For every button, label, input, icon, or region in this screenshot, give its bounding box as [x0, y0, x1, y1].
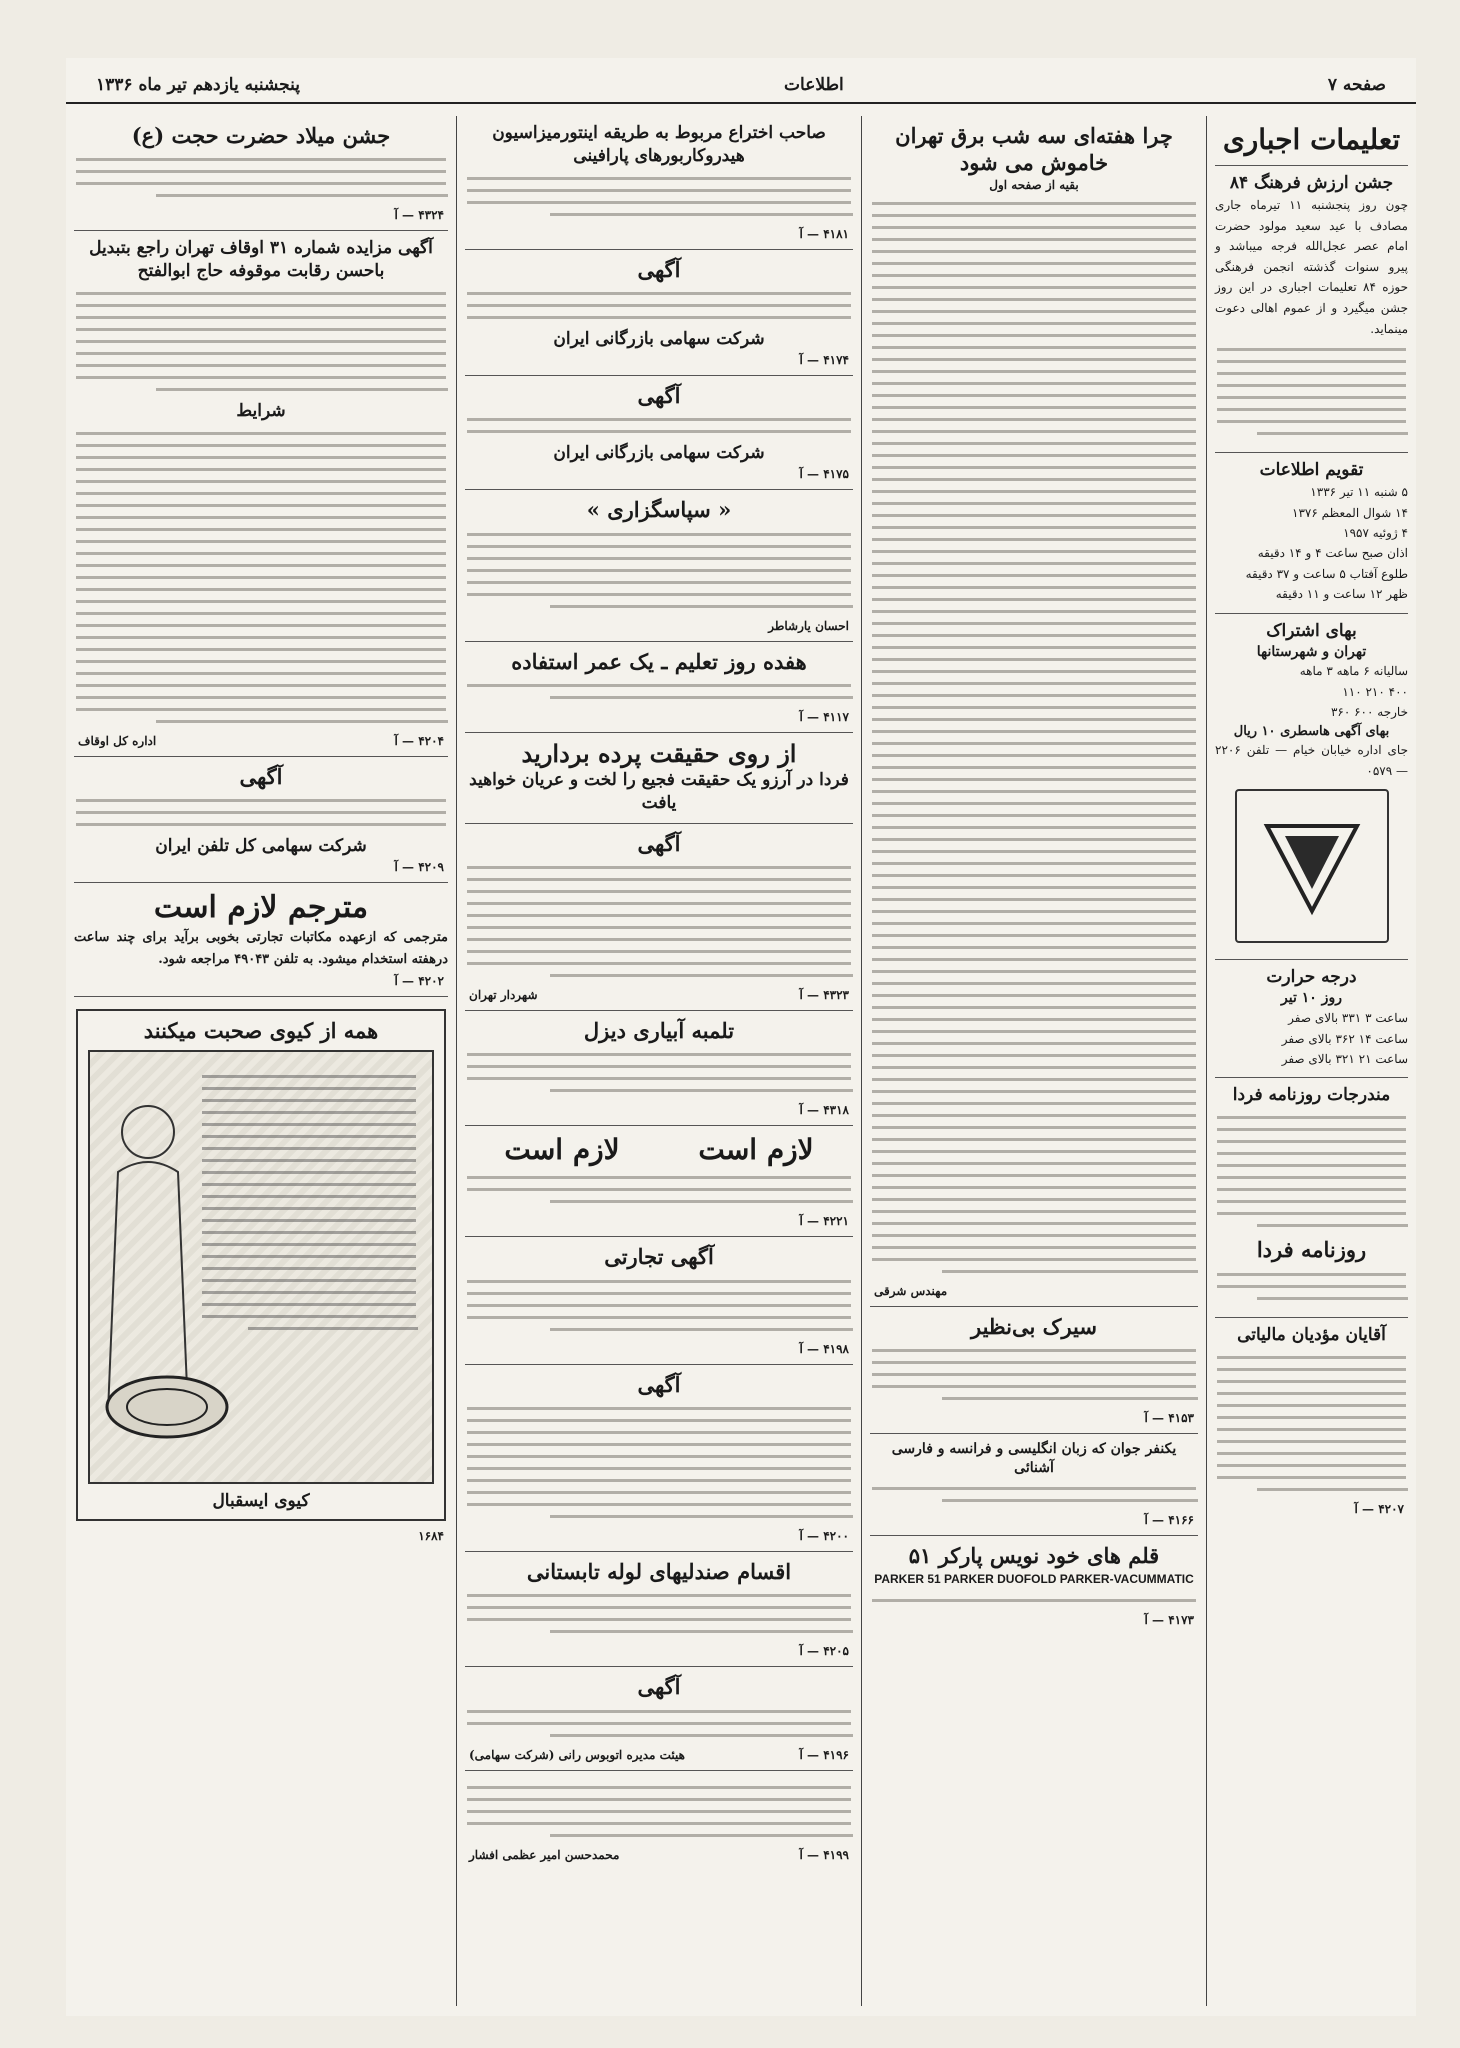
calendar-row: اذان صبح ساعت ۴ و ۱۴ دقیقه [1257, 546, 1408, 561]
taxpayers-heading: آقایان مؤدیان مالیاتی [1237, 1324, 1386, 1345]
electricity-headline-2: خاموش می شود [959, 150, 1109, 176]
polish-tin-icon [102, 1372, 232, 1442]
ad-code: ۴۲۰۲ — آ [394, 973, 444, 988]
circus-ad-heading: سیرک بی‌نظیر [971, 1313, 1097, 1339]
english-ad-heading: یکنفر جوان که زبان انگلیسی و فرانسه و فارسی آشنائی [891, 1441, 1177, 1476]
notice-heading: آگهی [637, 383, 681, 409]
column-3 [456, 116, 861, 2006]
calendar-row: ۴ ژوئیه ۱۹۵۷ [1343, 526, 1408, 541]
wanted-heading: لازم است [698, 1133, 814, 1167]
author-name: مهندس شرقی [874, 1283, 948, 1298]
phone-notice-heading: آگهی [239, 764, 283, 790]
newspaper-page [66, 58, 1416, 2016]
footer-number: ۱۶۸۴ [418, 1528, 444, 1543]
temperature-row: ساعت ۱۴ ۳۶۲ بالای صفر [1281, 1031, 1408, 1046]
ad-code: ۴۱۷۳ — آ [1144, 1612, 1194, 1627]
temperature-day: روز ۱۰ تیر [1281, 990, 1342, 1007]
typing-course-heading: هفده روز تعلیم ـ یک عمر استفاده [511, 648, 807, 674]
office-address: جای اداره خیابان خیام — تلفن ۲۲۰۶ — ۰۵۷۹ [1215, 743, 1408, 778]
ad-code: ۴۱۱۷ — آ [799, 709, 849, 724]
signature: محمدحسن امیر عظمی افشار [469, 1847, 620, 1862]
ad-code: ۴۱۸۱ — آ [799, 226, 849, 241]
kiwi-ad-signature: کیوی ایسقبال [212, 1490, 310, 1511]
electricity-headline: چرا هفته‌ای سه شب برق تهران [895, 123, 1173, 148]
conditions-heading: شرایط [236, 401, 286, 422]
temperature-row: ساعت ۲۱ ۳۲۱ بالای صفر [1281, 1052, 1408, 1066]
ad-code: ۴۲۲۱ — آ [799, 1214, 849, 1229]
column-1 [1206, 116, 1416, 2006]
issue-date: پنجشنبه یازدهم تیر ماه ۱۳۳۶ [96, 75, 300, 95]
birthday-celebration-heading: جشن میلاد حضرت حجت (ع) [131, 123, 391, 148]
signature: شهردار تهران [469, 988, 538, 1003]
ad-code: ۴۱۵۳ — آ [1144, 1411, 1194, 1426]
subscription-heading: بهای اشتراک [1266, 620, 1357, 641]
ad-code: ۴۲۰۵ — آ [799, 1644, 849, 1659]
subscription-subheading: تهران و شهرستانها [1256, 643, 1367, 660]
calendar-row: طلوع آفتاب ۵ ساعت و ۳۷ دقیقه [1245, 566, 1408, 581]
kiwi-ad-heading: همه از کیوی صحبت میکنند [143, 1017, 379, 1043]
translator-heading: مترجم لازم است [153, 890, 369, 926]
notice-heading: آگهی [637, 1371, 681, 1397]
subscription-row: خارجه ۶۰۰ ۳۶۰ [1330, 705, 1408, 720]
company-name: شرکت سهامی بازرگانی ایران [553, 443, 765, 464]
notice-heading: آگهی [637, 830, 681, 856]
farda-title: روزنامه فردا [1256, 1237, 1367, 1263]
signature: احسان یارشاطر [768, 618, 849, 633]
page-number: صفحه ۷ [1327, 75, 1386, 95]
subscription-row: سالیانه ۶ ماهه ۳ ماهه [1299, 664, 1408, 679]
parker-models: PARKER 51 PARKER DUOFOLD PARKER-VACUMMATIC [874, 1572, 1194, 1587]
parker-ad-heading: قلم های خود نویس پارکر ۵۱ [908, 1542, 1160, 1568]
ad-code: ۴۲۰۷ — آ [1354, 1501, 1404, 1516]
truth-heading: از روی حقیقت پرده بردارید [521, 738, 797, 768]
wanted-heading-2: لازم است [504, 1133, 620, 1167]
signature: هیئت مدیره اتوبوس رانی (شرکت سهامی) [469, 1747, 685, 1762]
calendar-row: ۱۴ شوال المعظم ۱۳۷۶ [1292, 505, 1408, 520]
column-2 [861, 116, 1206, 2006]
ad-code: ۴۲۰۰ — آ [799, 1529, 849, 1543]
company-name: شرکت سهامی بازرگانی ایران [553, 329, 765, 350]
signature: اداره کل اوقاف [78, 734, 157, 749]
temperature-row: ساعت ۳ ۳۳۱ بالای صفر [1288, 1011, 1408, 1026]
masthead [66, 68, 1416, 104]
truth-subheading: فردا در آرزو یک حقیقت فجیع را لخت و عریان خواهید یافت [469, 769, 849, 813]
kiwi-ad-illustration [88, 1050, 434, 1484]
ad-code: ۴۱۶۶ — آ [1144, 1512, 1194, 1527]
translator-body: مترجمی که ازعهده مکاتبات تجارتی بخوبی برآید برای چند ساعت درهفته استخدام میشود. به تلفن ۴۹۰۴۳ مراجعه شود. [74, 929, 448, 968]
calendar-row: ظهر ۱۲ ساعت و ۱۱ دقیقه [1275, 587, 1408, 602]
tomorrow-contents-heading: مندرجات روزنامه فردا [1232, 1085, 1391, 1106]
diesel-pump-heading: تلمبه آبیاری دیزل [583, 1018, 735, 1044]
trade-notice-heading: آگهی تجارتی [604, 1244, 714, 1270]
ad-code: ۴۲۰۹ — آ [394, 860, 444, 875]
chairs-heading: اقسام صندلیهای لوله تابستانی [526, 1559, 792, 1584]
paper-name: اطلاعات [784, 75, 844, 95]
ad-code: ۴۳۲۳ — آ [799, 988, 849, 1003]
notice-heading: آگهی [637, 1674, 681, 1700]
celebration-heading: جشن ارزش فرهنگ ۸۴ [1229, 173, 1394, 193]
patent-subheading: هیدروکاربورهای پارافینی [573, 145, 745, 166]
ad-code: ۴۱۷۴ — آ [799, 353, 849, 368]
patent-heading: صاحب اختراع مربوط به طریقه اینتورمیزاسیون [492, 123, 826, 143]
triangle-emblem-icon [1257, 811, 1367, 921]
ad-code: ۴۳۱۸ — آ [799, 1103, 849, 1118]
calendar-row: ۵ شنبه ۱۱ تیر ۱۳۳۶ [1310, 485, 1408, 500]
subscription-row: ۴۰۰ ۲۱۰ ۱۱۰ [1342, 684, 1408, 699]
ad-code: ۴۳۲۴ — آ [394, 208, 444, 223]
kiwi-advertisement [76, 1009, 446, 1521]
celebration-body: چون روز پنجشنبه ۱۱ تیرماه جاری مصادف با عید سعید مولود حضرت امام عصر عجل‌الله فرجه میباشد و پیرو سنوات گذشته انجمن فرهنگی حوزه ۸۴ تعلیمات اجباری در این روز جشن میگیرد و از عموم اهالی دعوت مینماید. [1215, 197, 1409, 336]
newspaper-emblem [1235, 789, 1389, 943]
ad-code: ۴۱۹۶ — آ [799, 1747, 849, 1762]
continued-note: بقیه از صفحه اول [989, 177, 1079, 192]
ads-price: بهای آگهی هاسطری ۱۰ ریال [1233, 723, 1390, 739]
compulsory-education-title: تعلیمات اجباری [1222, 123, 1401, 156]
auction-heading: آگهی مزایده شماره ۳۱ اوقاف تهران راجع بتبدیل باحسن رقابت موقوفه حاج ابوالفتح [89, 238, 433, 282]
temperature-heading: درجه حرارت [1266, 967, 1357, 988]
ad-code: ۴۲۰۴ — آ [394, 734, 444, 749]
temperature-box [1215, 960, 1408, 1078]
ad-code: ۴۱۹۹ — آ [799, 1847, 849, 1862]
subscription-box [1215, 614, 1408, 961]
ad-code: ۴۱۷۵ — آ [799, 467, 849, 482]
calendar-heading: تقویم اطلاعات [1259, 460, 1364, 481]
phone-company: شرکت سهامی کل تلفن ایران [155, 836, 367, 857]
ad-code: ۴۱۹۸ — آ [799, 1341, 849, 1356]
notice-heading: آگهی [637, 256, 681, 282]
column-4 [66, 116, 456, 2006]
thanks-heading: « سپاسگزاری » [586, 497, 732, 523]
calendar-box [1215, 453, 1408, 613]
